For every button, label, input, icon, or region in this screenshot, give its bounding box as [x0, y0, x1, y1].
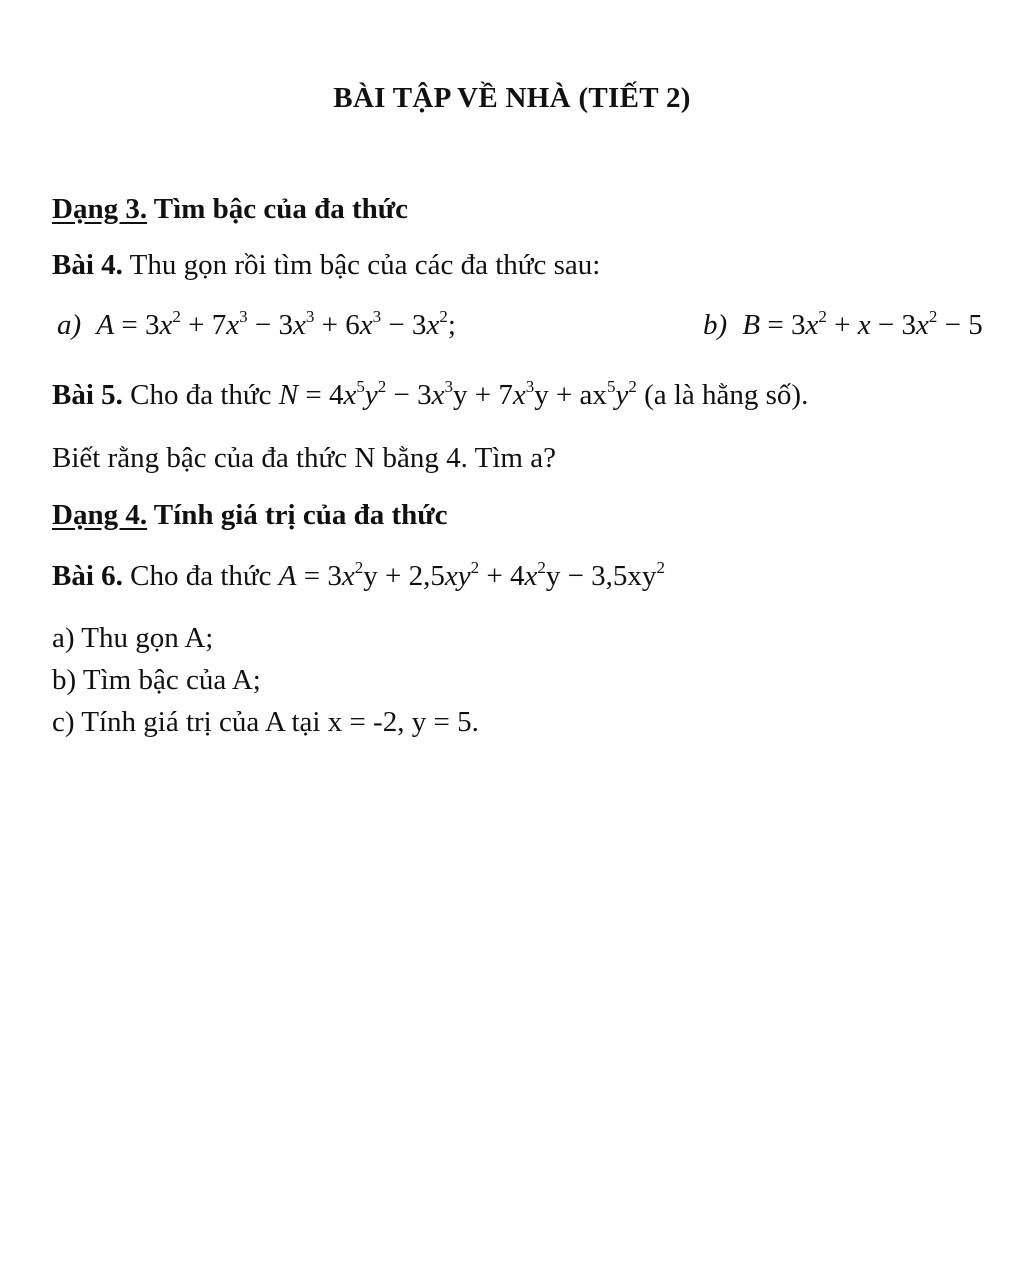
section-3-heading [52, 191, 408, 227]
exercise-4-prompt [52, 247, 600, 283]
exercise-6-expression: $A = 3x^2y + 2,5xy^2 + 4x^2y - 3,5xy^2$ [278, 558, 665, 592]
section-4-text: Tính giá trị của đa thức [147, 499, 448, 531]
section-3-text: Tìm bậc của đa thức [147, 193, 409, 225]
exercise-5-label: Bài 5. [52, 379, 123, 411]
section-3-label: Dạng 3. [52, 193, 148, 225]
exercise-5-expression: $N = 4x^5y^2 - 3x^3y + 7x^3y + ax^5y^2$ [278, 377, 637, 411]
exercise-4a [57, 307, 456, 343]
exercise-6-label: Bài 6. [52, 560, 123, 592]
exercise-4b-expression: $B = 3x^2 + x - 3x^2 - 5$ [742, 307, 983, 341]
exercise-5-prompt [52, 377, 808, 413]
exercise-4-text: Thu gọn rồi tìm bậc của các đa thức sau: [122, 249, 601, 281]
exercise-4a-expression: $A = 3x^2 + 7x^3 - 3x^3 + 6x^3 - 3x^2$; [96, 307, 456, 341]
page-title: BÀI TẬP VỀ NHÀ (TIẾT 2) [333, 82, 691, 114]
exercise-6-item-b: b) Tìm bậc của A; [52, 664, 261, 696]
exercise-6-item-c: c) Tính giá trị của A tại x = -2, y = 5. [52, 706, 479, 738]
exercise-5-line2: Biết rằng bậc của đa thức N bằng 4. Tìm a? [52, 442, 556, 474]
exercise-5-text: Cho đa thức [122, 379, 279, 411]
exercise-6-item-a: a) Thu gọn A; [52, 622, 214, 654]
section-4-heading [52, 497, 448, 533]
exercise-4b [703, 307, 983, 343]
exercise-6-text: Cho đa thức [122, 560, 279, 592]
exercise-4a-label: a) [57, 309, 82, 341]
section-4-label: Dạng 4. [52, 499, 148, 531]
exercise-6-prompt [52, 558, 665, 594]
exercise-4b-label: b) [703, 309, 728, 341]
exercise-4-label: Bài 4. [52, 249, 123, 281]
exercise-5-suffix: (a là hằng số). [636, 379, 809, 411]
